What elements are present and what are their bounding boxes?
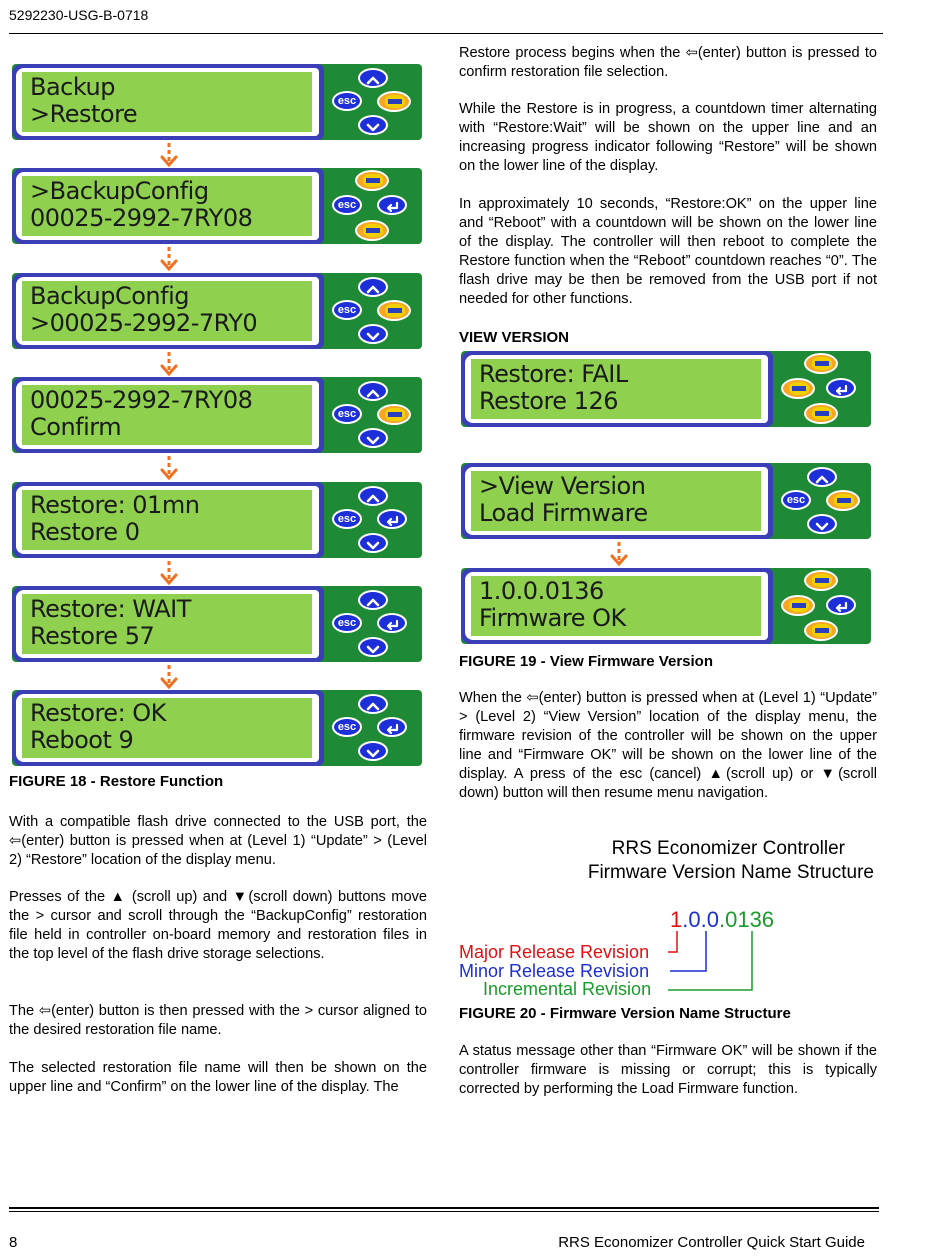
version-diagram-title-line2: Firmware Version Name Structure xyxy=(587,862,874,883)
enter-button[interactable] xyxy=(377,717,407,737)
esc-button[interactable]: esc xyxy=(332,613,362,633)
lcd-display xyxy=(461,351,871,427)
lcd-display xyxy=(12,377,422,453)
rrs-logo-button[interactable] xyxy=(804,570,838,591)
esc-button[interactable]: esc xyxy=(332,404,362,424)
lcd-display xyxy=(461,463,871,539)
version-part-incremental: 0136 xyxy=(725,907,775,932)
esc-button[interactable]: esc xyxy=(781,490,811,510)
lcd-screen xyxy=(22,490,312,550)
figure-18-label: FIGURE 18 - xyxy=(9,773,96,790)
lcd-line-2: 00025-2992-7RY08 xyxy=(30,204,253,232)
version-connector-lines xyxy=(660,928,760,994)
version-part-major: 1 xyxy=(670,907,683,932)
version-part-minor: 0.0 xyxy=(688,907,719,932)
lcd-line-2: Firmware OK xyxy=(479,604,626,632)
left-paragraph-2: Presses of the ▲ (scroll up) and ▼(scroll down) buttons move the > cursor and scroll through the “BackupConfig” restoration file held in controller on-board memory and restoration files in the top level of the flash drive storage selections. xyxy=(9,889,427,962)
esc-button[interactable]: esc xyxy=(332,91,362,111)
scroll-down-button[interactable] xyxy=(358,741,388,761)
rrs-logo-button[interactable] xyxy=(804,403,838,424)
lcd-line-2: Restore 0 xyxy=(30,518,140,546)
minor-release-label: Minor Release Revision xyxy=(459,961,650,981)
lcd-line-1: Restore: FAIL xyxy=(479,360,628,388)
lcd-line-1: BackupConfig xyxy=(30,282,189,310)
major-connector xyxy=(668,931,677,952)
flow-arrow-down-icon xyxy=(609,541,629,567)
rrs-logo-button[interactable] xyxy=(804,353,838,374)
scroll-down-button[interactable] xyxy=(358,428,388,448)
version-diagram-title-line1: RRS Economizer Controller xyxy=(611,838,845,859)
lcd-line-1: 1.0.0.0136 xyxy=(479,577,604,605)
flow-arrow-down-icon xyxy=(159,455,179,481)
lcd-screen xyxy=(22,594,312,654)
scroll-up-button[interactable] xyxy=(358,590,388,610)
scroll-up-button[interactable] xyxy=(358,694,388,714)
lcd-line-2: Restore 57 xyxy=(30,622,155,650)
lcd-line-1: Backup xyxy=(30,73,115,101)
right-paragraph-2: While the Restore is in progress, a countdown timer alternating with “Restore:Wait” will be shown on the upper line and an increasing progress indicator following “Restore” will be shown on the lower line of the display. xyxy=(459,101,877,174)
figure-19-label: FIGURE 19 - xyxy=(459,653,546,670)
version-dot: . xyxy=(682,907,689,932)
lcd-line-2: Reboot 9 xyxy=(30,726,134,754)
figure-20-label: FIGURE 20 - xyxy=(459,1005,546,1022)
page-number: 8 xyxy=(9,1234,18,1251)
figure-19-caption xyxy=(459,653,713,670)
flow-arrow-down-icon xyxy=(159,351,179,377)
enter-button[interactable] xyxy=(377,613,407,633)
incremental-revision-label: Incremental Revision xyxy=(483,979,652,999)
lcd-screen xyxy=(471,359,761,419)
lcd-screen xyxy=(22,385,312,445)
scroll-down-button[interactable] xyxy=(358,637,388,657)
rrs-logo-button[interactable] xyxy=(781,595,815,616)
rrs-logo-button[interactable] xyxy=(355,220,389,241)
scroll-up-button[interactable] xyxy=(358,277,388,297)
right-paragraph-5: A status message other than “Firmware OK” will be shown if the controller firmware is missing or corrupt; this is typically corrected by performing the Load Firmware function. xyxy=(459,1043,877,1097)
lcd-line-2: Restore 126 xyxy=(479,387,619,415)
lcd-line-1: Restore: 01mn xyxy=(30,491,200,519)
lcd-screen xyxy=(22,698,312,758)
lcd-display xyxy=(12,482,422,558)
footer-rule-thin xyxy=(9,1211,879,1212)
flow-arrow-down-icon xyxy=(159,560,179,586)
rrs-logo-button[interactable] xyxy=(355,170,389,191)
header-rule xyxy=(9,33,883,34)
enter-button[interactable] xyxy=(826,378,856,398)
lcd-display xyxy=(12,64,422,140)
enter-button[interactable] xyxy=(377,195,407,215)
incremental-connector xyxy=(668,931,752,990)
rrs-logo-button[interactable] xyxy=(377,404,411,425)
right-paragraph-3: In approximately 10 seconds, “Restore:OK” on the upper line and “Reboot” with a countdown will be shown on the lower line of the display. The controller will then reboot to complete the Restore function when the “Reboot” countdown reaches “0”. The flash drive may be then be removed from the USB port if not needed for other functions. xyxy=(459,196,877,307)
lcd-line-1: 00025-2992-7RY08 xyxy=(30,386,253,414)
lcd-line-1: Restore: WAIT xyxy=(30,595,191,623)
scroll-down-button[interactable] xyxy=(358,324,388,344)
lcd-display xyxy=(461,568,871,644)
flow-arrow-down-icon xyxy=(159,664,179,690)
esc-button[interactable]: esc xyxy=(332,300,362,320)
rrs-logo-button[interactable] xyxy=(781,378,815,399)
left-paragraph-3: The ⇦(enter) button is then pressed with the > cursor aligned to the desired restoration file name. xyxy=(9,1003,427,1038)
scroll-up-button[interactable] xyxy=(358,486,388,506)
lcd-display xyxy=(12,168,422,244)
scroll-up-button[interactable] xyxy=(807,467,837,487)
left-paragraph-1: With a compatible flash drive connected to the USB port, the ⇦(enter) button is pressed when at (Level 1) “Update” > (Level 2) “Restore” location of the display menu. xyxy=(9,814,427,868)
figure-18-text: Restore Function xyxy=(99,773,224,790)
esc-button[interactable]: esc xyxy=(332,195,362,215)
figure-20-caption xyxy=(459,1005,791,1022)
enter-button[interactable] xyxy=(377,509,407,529)
flow-arrow-down-icon xyxy=(159,246,179,272)
scroll-up-button[interactable] xyxy=(358,68,388,88)
lcd-display xyxy=(12,586,422,662)
version-dot: . xyxy=(718,907,726,932)
document-id: 5292230-USG-B-0718 xyxy=(9,7,149,23)
figure-18-caption xyxy=(9,773,223,790)
lcd-screen xyxy=(471,471,761,531)
minor-connector xyxy=(670,931,706,971)
lcd-line-1: >View Version xyxy=(479,472,646,500)
lcd-screen xyxy=(22,281,312,341)
lcd-line-2: Load Firmware xyxy=(479,499,648,527)
figure-20-text: Firmware Version Name Structure xyxy=(549,1005,791,1022)
rrs-logo-button[interactable] xyxy=(377,91,411,112)
rrs-logo-button[interactable] xyxy=(377,300,411,321)
view-version-heading: VIEW VERSION xyxy=(459,329,570,346)
flow-arrow-down-icon xyxy=(159,142,179,168)
lcd-line-2: >00025-2992-7RY0 xyxy=(30,309,258,337)
esc-button[interactable]: esc xyxy=(332,509,362,529)
scroll-down-button[interactable] xyxy=(807,514,837,534)
scroll-up-button[interactable] xyxy=(358,381,388,401)
lcd-screen xyxy=(471,576,761,636)
enter-button[interactable] xyxy=(826,595,856,615)
rrs-logo-button[interactable] xyxy=(804,620,838,641)
scroll-down-button[interactable] xyxy=(358,533,388,553)
major-release-label: Major Release Revision xyxy=(459,942,650,962)
figure-19-text: View Firmware Version xyxy=(549,653,713,670)
footer-title: RRS Economizer Controller Quick Start Guide xyxy=(558,1234,865,1251)
version-diagram-title xyxy=(588,837,874,885)
lcd-screen xyxy=(22,72,312,132)
lcd-line-2: Confirm xyxy=(30,413,122,441)
lcd-line-1: Restore: OK xyxy=(30,699,166,727)
lcd-line-2: >Restore xyxy=(30,100,138,128)
footer-rule xyxy=(9,1207,879,1209)
right-paragraph-4: When the ⇦(enter) button is pressed when at (Level 1) “Update” > (Level 2) “View Version” location of the display menu, the firmware revision of the controller will be shown on the upper line and “Firmware OK” will be shown on the lower line of the display. A press of the esc (cancel) ▲(scroll up) or ▼(scroll down) button will then resume menu navigation. xyxy=(459,690,877,801)
lcd-display xyxy=(12,690,422,766)
left-paragraph-4: The selected restoration file name will then be shown on the upper line and “Confirm” on the lower line of the display. The xyxy=(9,1060,427,1095)
esc-button[interactable]: esc xyxy=(332,717,362,737)
lcd-line-1: >BackupConfig xyxy=(30,177,209,205)
scroll-down-button[interactable] xyxy=(358,115,388,135)
rrs-logo-button[interactable] xyxy=(826,490,860,511)
lcd-display xyxy=(12,273,422,349)
right-paragraph-1: Restore process begins when the ⇦(enter) button is pressed to confirm restoration file selection. xyxy=(459,45,877,80)
lcd-screen xyxy=(22,176,312,236)
